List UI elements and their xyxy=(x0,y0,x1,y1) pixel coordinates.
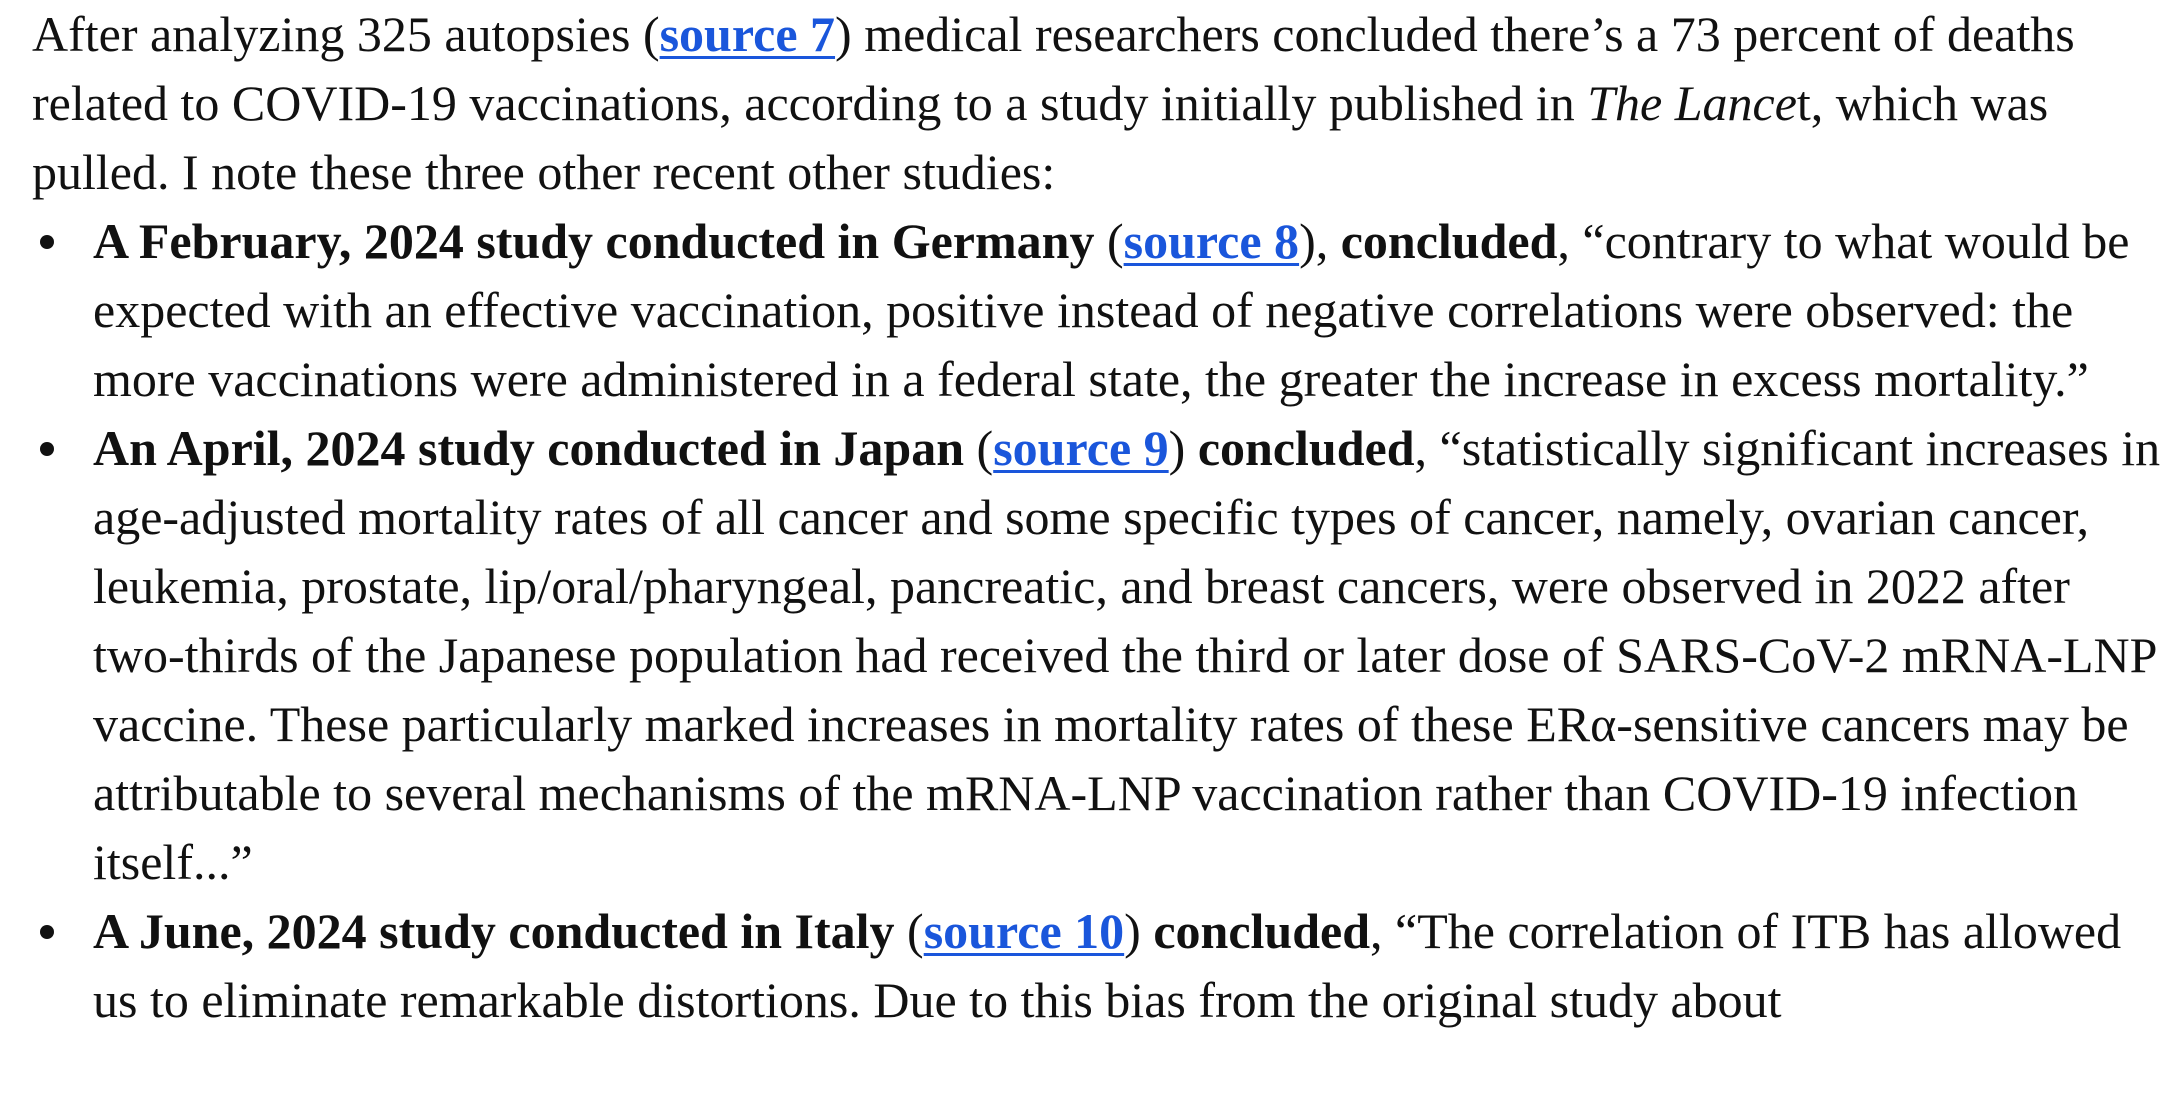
concluded-label: concluded xyxy=(1197,420,1415,476)
intro-text-2: ) medical researchers concluded there’s a 73 percent of deaths related to COVID-19 vaccinations, according to a study initially published in xyxy=(32,6,2075,131)
paren-open: ( xyxy=(894,903,924,959)
paren-open: ( xyxy=(1094,213,1124,269)
list-item-japan-study xyxy=(32,414,2172,897)
study-quote: , “statistically significant increases in age-adjusted mortality rates of all cancer and some specific types of cancer, namely, ovarian cancer, leukemia, prostate, lip/oral/pharyngeal, pancreatic, and breast cancers, were observed in 2022 after two-thirds of the Japanese population had received the third or later dose of SARS-CoV-2 mRNA-LNP vaccine. These particularly marked increases in mortality rates of these ERα-sensitive cancers may be attributable to several mechanisms of the mRNA-LNP vaccination rather than COVID-19 infection itself...” xyxy=(93,420,2161,890)
source-9-link[interactable]: source 9 xyxy=(993,420,1169,476)
paren-close: ) xyxy=(1124,903,1154,959)
intro-text-1: After analyzing 325 autopsies ( xyxy=(32,6,660,62)
source-7-link[interactable]: source 7 xyxy=(659,6,836,62)
article-body xyxy=(32,0,2172,1035)
concluded-label: concluded xyxy=(1153,903,1371,959)
study-quote: , “contrary to what would be expected with an effective vaccination, positive instead of negative correlations were observed: the more vaccinations were administered in a federal state, the greater the increase in excess mortality.” xyxy=(93,213,2130,407)
study-heading: A February, 2024 study conducted in Germany xyxy=(93,213,1095,269)
concluded-label: concluded xyxy=(1340,213,1558,269)
list-item-germany-study xyxy=(32,207,2172,414)
study-heading: A June, 2024 study conducted in Italy xyxy=(93,903,895,959)
paren-close: ), xyxy=(1299,213,1341,269)
paren-close: ) xyxy=(1168,420,1198,476)
source-8-link[interactable]: source 8 xyxy=(1123,213,1300,269)
intro-text-3: t, which was pulled. I note these three other recent other studies: xyxy=(32,75,2049,200)
paren-open: ( xyxy=(964,420,994,476)
list-item-italy-study xyxy=(32,897,2172,1035)
journal-name: The Lance xyxy=(1587,75,1797,131)
study-heading: An April, 2024 study conducted in Japan xyxy=(93,420,965,476)
study-quote: , “The correlation of ITB has allowed us to eliminate remarkable distortions. Due to this bias from the original study about xyxy=(93,903,2122,1028)
source-10-link[interactable]: source 10 xyxy=(923,903,1125,959)
intro-paragraph xyxy=(32,0,2172,207)
studies-list xyxy=(32,207,2172,1035)
